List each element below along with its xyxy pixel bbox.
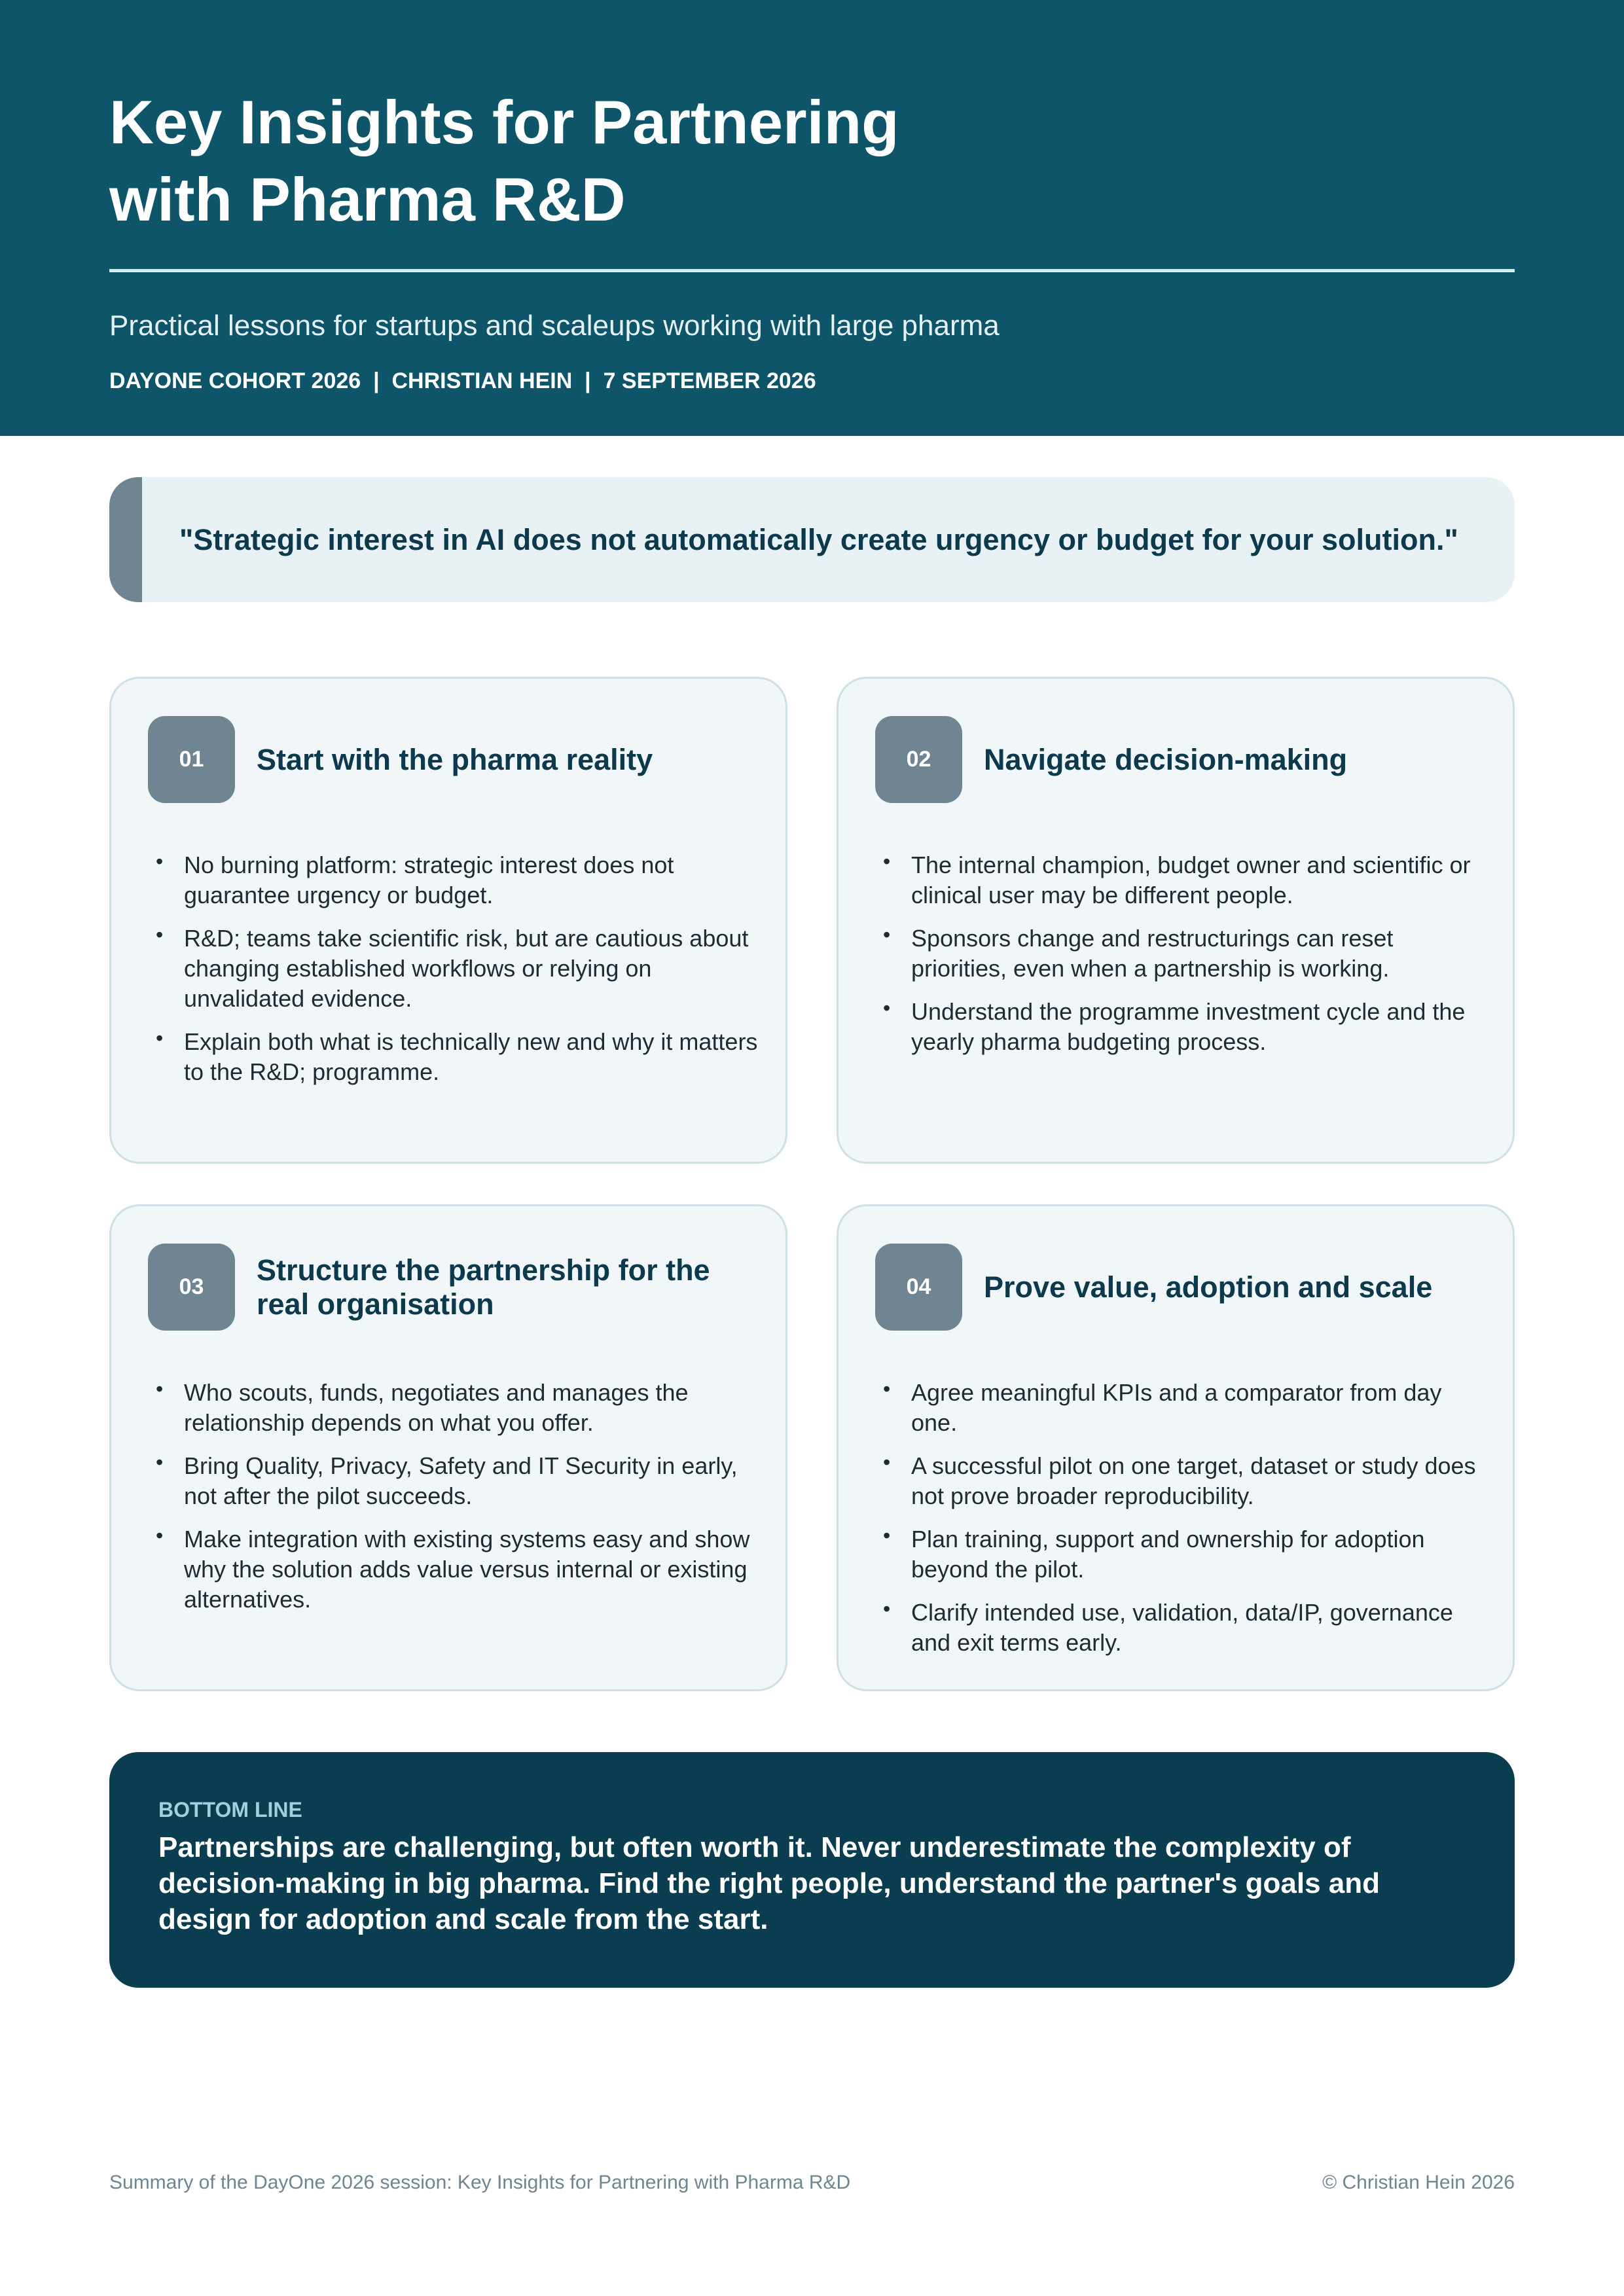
quote-text: "Strategic interest in AI does not automatically create urgency or budget for your solution." [179, 522, 1458, 556]
bullet-item: • R&D; teams take scientific risk, but are cautious about changing established workflows or relying on unvalidated evidence. [147, 924, 762, 1014]
header-divider [109, 269, 1515, 272]
bullet-item: • Agree meaningful KPIs and a comparator from day one. [874, 1378, 1489, 1438]
card-number-badge: 03 [148, 1244, 235, 1331]
event-meta: DAYONE COHORT 2026 | CHRISTIAN HEIN | 7 SEPTEMBER 2026 [109, 368, 816, 393]
card-title: Prove value, adoption and scale [984, 1270, 1433, 1304]
card-bullet-list [147, 1378, 762, 1628]
footer-summary: Summary of the DayOne 2026 session: Key Insights for Partnering with Pharma R&D [109, 2172, 851, 2193]
card-title: Start with the pharma reality [257, 742, 653, 776]
card-bullet-list [147, 850, 762, 1100]
page-title [109, 84, 1091, 238]
card-title: Navigate decision-making [984, 742, 1348, 776]
bullet-item: • Understand the programme investment cycle and the yearly pharma budgeting process. [874, 997, 1489, 1057]
bullet-item: • The internal champion, budget owner and scientific or clinical user may be different people. [874, 850, 1489, 910]
card-number-badge: 04 [875, 1244, 962, 1331]
bullet-item: • A successful pilot on one target, dataset or study does not prove broader reproducibility. [874, 1451, 1489, 1511]
footer-copyright: © Christian Hein 2026 [1322, 2172, 1515, 2193]
bullet-item: • Explain both what is technically new and why it matters to the R&D; programme. [147, 1027, 762, 1087]
insight-card-4 [837, 1204, 1515, 1691]
bottom-line-label: BOTTOM LINE [158, 1798, 302, 1821]
card-title: Structure the partnership for the real organisation [257, 1253, 710, 1321]
card-bullet-list [874, 1378, 1489, 1671]
insight-card-3 [109, 1204, 787, 1691]
insight-card-2 [837, 677, 1515, 1164]
insight-card-1 [109, 677, 787, 1164]
bullet-item: • Plan training, support and ownership for adoption beyond the pilot. [874, 1524, 1489, 1585]
header-banner [0, 0, 1624, 436]
bullet-item: • Who scouts, funds, negotiates and manages the relationship depends on what you offer. [147, 1378, 762, 1438]
bullet-item: • Clarify intended use, validation, data/IP, governance and exit terms early. [874, 1598, 1489, 1658]
pull-quote [109, 477, 1515, 602]
bullet-item: • Bring Quality, Privacy, Safety and IT Security in early, not after the pilot succeeds. [147, 1451, 762, 1511]
page-title-line-1: Key Insights for Partnering [109, 88, 899, 156]
quote-accent-bar [109, 477, 142, 602]
bullet-item: • No burning platform: strategic interest does not guarantee urgency or budget. [147, 850, 762, 910]
bottom-line-text: Partnerships are challenging, but often worth it. Never underestimate the complexity of decision-making in big pharma. Find the right people, understand the partner's goals and design for adoption and scale from the start. [158, 1831, 1380, 1935]
bottom-line-box [109, 1752, 1515, 1988]
page-title-line-2: with Pharma R&D [109, 165, 626, 234]
card-number-badge: 01 [148, 716, 235, 803]
card-bullet-list [874, 850, 1489, 1070]
page-subtitle: Practical lessons for startups and scaleups working with large pharma [109, 310, 1000, 342]
bullet-item: • Sponsors change and restructurings can reset priorities, even when a partnership is working. [874, 924, 1489, 984]
card-number-badge: 02 [875, 716, 962, 803]
bullet-item: • Make integration with existing systems easy and show why the solution adds value versus internal or existing alternatives. [147, 1524, 762, 1615]
